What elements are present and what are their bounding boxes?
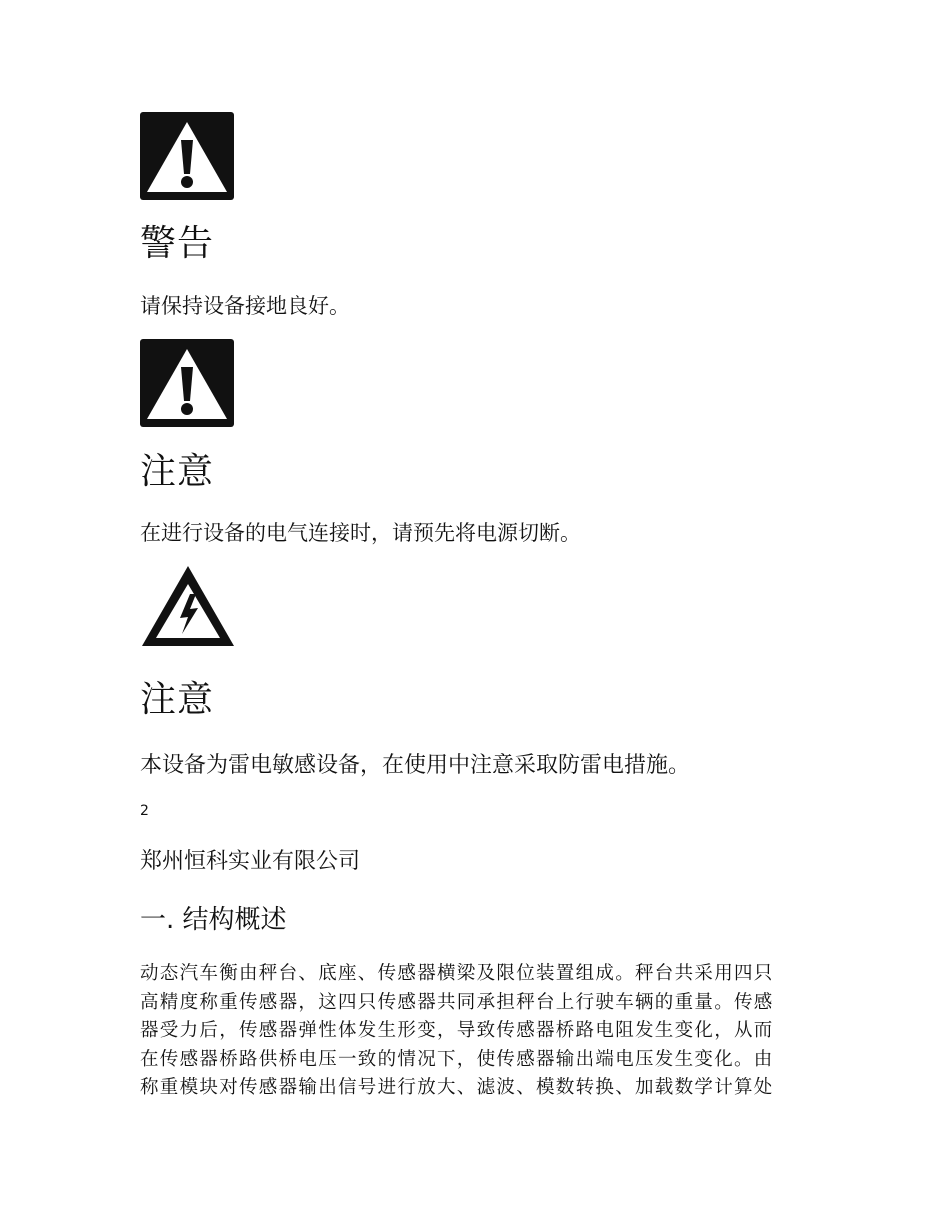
page-number: 2: [140, 803, 149, 819]
notice-text: 在进行设备的电气连接时，请预先将电源切断。: [140, 521, 581, 545]
paragraph-line: 高精度称重传感器，这四只传感器共同承担秤台上行驶车辆的重量。传感: [140, 991, 774, 1013]
high-voltage-icon: [140, 562, 234, 650]
warning-exclamation-icon: [140, 112, 234, 200]
paragraph-line: 动态汽车衡由秤台、底座、传感器横梁及限位装置组成。秤台共采用四只: [140, 963, 774, 984]
notice-title: 警告: [140, 223, 215, 264]
notice-title: 注意: [140, 679, 215, 720]
paragraph-line: 器受力后，传感器弹性体发生形变，导致传感器桥路电阻发生变化，从而: [140, 1020, 774, 1041]
section-paragraph: [140, 960, 812, 1103]
paragraph-line: 称重模块对传感器输出信号进行放大、滤波、模数转换、加载数学计算处: [140, 1077, 774, 1098]
company-name: 郑州恒科实业有限公司: [140, 849, 361, 874]
paragraph-line: 在传感器桥路供桥电压一致的情况下，使传感器输出端电压发生变化。由: [140, 1048, 774, 1070]
notice-text: 本设备为雷电敏感设备，在使用中注意采取防雷电措施。: [140, 753, 691, 778]
notice-text: 请保持设备接地良好。: [140, 294, 350, 318]
section-title: 一. 结构概述: [140, 905, 287, 935]
notice-title: 注意: [140, 451, 215, 492]
warning-exclamation-icon: [140, 339, 234, 427]
